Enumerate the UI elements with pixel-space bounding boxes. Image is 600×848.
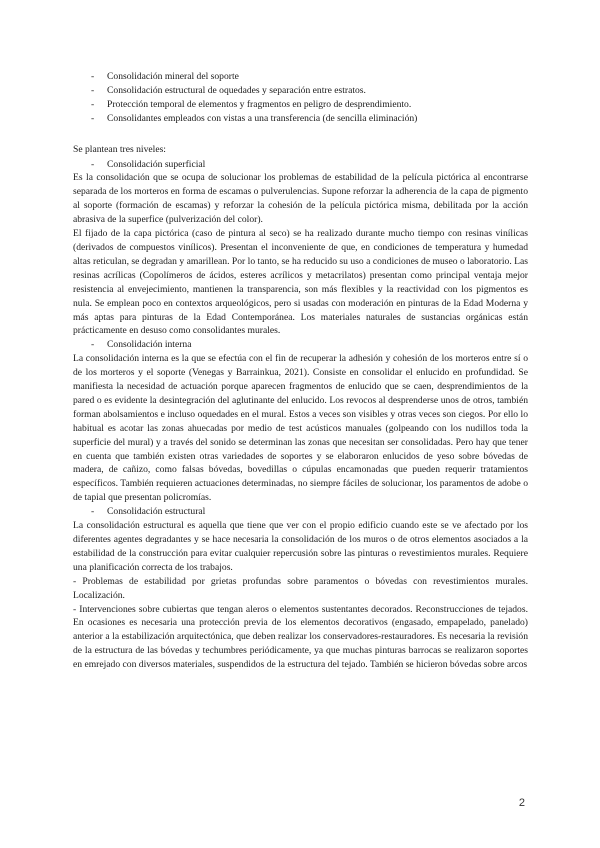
section-heading-text: Consolidación superficial: [107, 158, 206, 170]
section-heading: [73, 158, 528, 172]
paragraph: - Problemas de estabilidad por grietas profundas sobre paramentos o bóvedas con revestimientos murales. Localización.: [73, 575, 528, 601]
levels-intro: Se plantean tres niveles:: [73, 143, 166, 155]
paragraph: La consolidación interna es la que se efectúa con el fin de recuperar la adhesión y cohesión de los morteros entre sí o de los morteros y el soporte (Venegas y Barrainkua, 2021). Consiste en consolidar el enlucido en profundidad. Se manifiesta la necesidad de actuación porque aparecen fragmentos de enlucido que se caen, desprendimientos de la pared o es evidente la desintegración del aglutinante del enlucido. Los revocos al desprenderse unos de otros, también forman abolsamientos e incluso oquedades en el mural. Estos a veces son visibles y otras veces son ciegos. Por ello lo habitual es acotar las zonas ahuecadas por medio de test acústicos manuales (golpeando con los nudillos toda la superficie del mural) y a través del sonido se determinan las zonas que necesitan ser consolidadas. Pero hay que tener en cuenta que también existen otras variedades de soportes y se elaboraron enlucidos de yeso sobre bóvedas de madera, de cañizo, como falsas bóvedas, bovedillas o cúpulas encamonadas que pueden requerir tratamientos específicos. También requieren actuaciones determinadas, no siempre fáciles de solucionar, los paramentos de adobe o de tapial que presentan policromías.: [73, 353, 528, 504]
list-item-text: Consolidantes empleados con vistas a una transferencia (de sencilla eliminación): [107, 112, 418, 124]
bullet-dash: -: [91, 506, 95, 518]
page-body: [73, 70, 528, 672]
section-heading-text: Consolidación interna: [107, 339, 192, 351]
section-heading: [73, 338, 528, 352]
paragraph: El fijado de la capa pictórica (caso de pintura al seco) se ha realizado durante mucho tiempo con resinas vinílicas (derivados de compuestos vinílicos). Presentan el inconveniente de que, en condiciones de temperatura y humedad altas reticulan, se degradan y amarillean. Por lo tanto, se ha reducido su uso a condiciones de museo o laboratorio. Las resinas acrílicas (Copolímeros de ácidos, esteres acrílicos y metacrilatos) presentan como principal ventaja mejor resistencia al envejecimiento, mantienen la transparencia, son más flexibles y la reactividad con los pigmentos es nula. Se emplean poco en contextos arqueológicos, pero si usadas con moderación en pinturas de la Edad Moderna y más aptas para pinturas de la Edad Contemporánea. Los materiales naturales de sustancias orgánicas están prácticamente en desuso como consolidantes murales.: [73, 228, 528, 337]
bullet-dash: -: [91, 339, 95, 351]
list-item: [73, 70, 528, 84]
bullet-dash: -: [91, 112, 95, 124]
list-item-text: Consolidación mineral del soporte: [107, 71, 239, 82]
section-heading: [73, 505, 528, 519]
list-item-text: Protección temporal de elementos y fragmentos en peligro de desprendimiento.: [107, 98, 412, 110]
list-item-text: Consolidación estructural de oquedades y separación entre estratos.: [107, 84, 366, 96]
paragraph: La consolidación estructural es aquella que tiene que ver con el propio edificio cuando este se ve afectado por los diferentes agentes degradantes y se hace necesaria la consolidación de los muros o de otros elementos asociados a la estabilidad de la construcción para evitar cualquier repercusión sobre las pinturas o revestimientos murales. Requiere una planificación correcta de los trabajos.: [73, 520, 528, 573]
paragraph: Es la consolidación que se ocupa de solucionar los problemas de estabilidad de la película pictórica al encontrarse separada de los morteros en forma de escamas o pulverulencias. Supone reforzar la adherencia de la capa de pigmento al soporte (formación de escamas) y reforzar la cohesión de la película pictórica misma, debilitada por la acción abrasiva de la superfice (pulverización del color).: [73, 172, 528, 226]
section-superficial: [73, 158, 528, 339]
list-item: [73, 98, 528, 112]
bullet-dash: -: [91, 98, 95, 110]
bullet-dash: -: [91, 71, 95, 82]
bullet-dash: -: [91, 84, 95, 96]
objectives-list: [73, 70, 528, 126]
bullet-dash: -: [91, 158, 95, 170]
section-interna: [73, 338, 528, 505]
page-number: 2: [518, 797, 525, 809]
section-estructural: [73, 505, 528, 672]
list-item: [73, 84, 528, 98]
paragraph: - Intervenciones sobre cubiertas que tengan aleros o elementos sustentantes decorados. Reconstrucciones de tejados. En ocasiones es necesaria una protección previa de los elementos decorativos (engasado, empapelado, panelado) anterior a la estabilización arquitectónica, que deben realizar los conservadores-restauradores. Es necesaria la revisión de la estructura de las bóvedas y techumbres periódicamente, ya que muchas pinturas barrocas se realizaron soportes en emrejado con diversos materiales, suspendidos de la estructura del tejado. También se hicieron bóvedas sobre arcos: [73, 603, 528, 671]
section-heading-text: Consolidación estructural: [107, 506, 206, 518]
list-item: [73, 112, 528, 126]
